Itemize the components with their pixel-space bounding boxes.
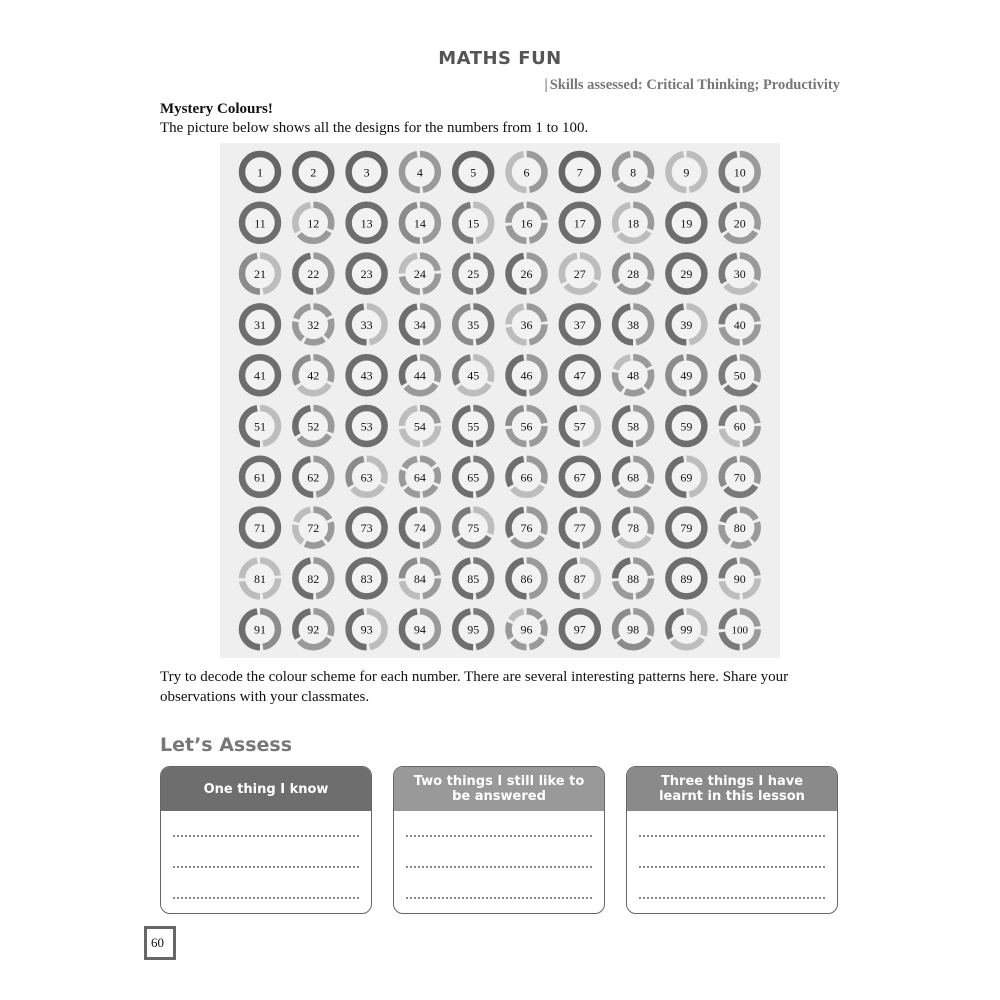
assess-card-header: Two things I still like to be answered bbox=[394, 767, 604, 811]
number-design bbox=[242, 154, 278, 190]
skills-assessed: | Skills assessed: Critical Thinking; Productivity bbox=[544, 77, 840, 93]
dotted-line bbox=[639, 825, 825, 837]
number-label: 27 bbox=[573, 267, 586, 282]
number-design bbox=[615, 154, 651, 190]
assess-title: Let’s Assess bbox=[160, 734, 293, 756]
number-label: 28 bbox=[627, 267, 640, 282]
number-design bbox=[455, 357, 491, 393]
number-label: 83 bbox=[360, 571, 373, 586]
number-label: 69 bbox=[680, 470, 693, 485]
number-label: 32 bbox=[307, 317, 320, 332]
number-design bbox=[242, 256, 278, 292]
abacus-bottom-bar bbox=[144, 957, 176, 960]
number-design bbox=[349, 256, 385, 292]
number-label: 71 bbox=[254, 521, 266, 536]
number-design bbox=[295, 205, 331, 241]
number-label: 1 bbox=[257, 165, 263, 180]
number-design bbox=[615, 357, 651, 393]
number-label: 70 bbox=[733, 470, 746, 485]
number-design bbox=[668, 459, 704, 495]
number-design bbox=[295, 306, 331, 342]
dotted-line bbox=[173, 856, 359, 868]
number-label: 79 bbox=[680, 521, 693, 536]
number-label: 36 bbox=[520, 317, 533, 332]
number-design bbox=[509, 408, 545, 444]
number-label: 5 bbox=[470, 165, 477, 180]
number-design bbox=[295, 357, 331, 393]
number-label: 84 bbox=[413, 571, 426, 586]
number-label: 30 bbox=[733, 267, 746, 282]
number-design bbox=[562, 154, 598, 190]
number-label: 59 bbox=[680, 419, 693, 434]
number-label: 88 bbox=[627, 571, 640, 586]
number-label: 95 bbox=[467, 622, 480, 637]
number-label: 38 bbox=[627, 317, 640, 332]
number-label: 52 bbox=[307, 419, 320, 434]
number-label: 13 bbox=[360, 216, 373, 231]
number-design bbox=[668, 408, 704, 444]
number-label: 100 bbox=[731, 624, 748, 637]
number-label: 60 bbox=[733, 419, 746, 434]
number-label: 99 bbox=[680, 622, 693, 637]
page-number-badge bbox=[144, 926, 176, 960]
number-design bbox=[455, 306, 491, 342]
number-design bbox=[562, 306, 598, 342]
number-label: 62 bbox=[307, 470, 320, 485]
number-design bbox=[668, 306, 704, 342]
number-label: 94 bbox=[413, 622, 426, 637]
number-design bbox=[509, 154, 545, 190]
dotted-line bbox=[173, 887, 359, 899]
number-design bbox=[615, 560, 651, 596]
number-design bbox=[509, 611, 545, 647]
number-design bbox=[562, 205, 598, 241]
answer-lines[interactable] bbox=[161, 811, 371, 899]
number-label: 35 bbox=[467, 317, 480, 332]
number-label: 50 bbox=[733, 368, 746, 383]
number-design bbox=[615, 205, 651, 241]
number-label: 17 bbox=[573, 216, 586, 231]
number-label: 53 bbox=[360, 419, 373, 434]
number-label: 51 bbox=[254, 419, 266, 434]
number-label: 29 bbox=[680, 267, 693, 282]
page-title: MATHS FUN bbox=[438, 48, 562, 69]
dotted-line bbox=[406, 856, 592, 868]
number-design bbox=[402, 408, 438, 444]
number-label: 93 bbox=[360, 622, 373, 637]
number-design bbox=[615, 611, 651, 647]
number-label: 47 bbox=[573, 368, 586, 383]
number-design bbox=[402, 154, 438, 190]
number-label: 65 bbox=[467, 470, 480, 485]
number-design bbox=[295, 459, 331, 495]
skills-text: Skills assessed: Critical Thinking; Productivity bbox=[549, 77, 840, 93]
number-design bbox=[509, 256, 545, 292]
number-design bbox=[402, 357, 438, 393]
number-label: 61 bbox=[254, 470, 266, 485]
number-label: 22 bbox=[307, 267, 320, 282]
number-design bbox=[509, 510, 545, 546]
number-label: 23 bbox=[360, 267, 373, 282]
number-label: 21 bbox=[254, 267, 266, 282]
number-label: 46 bbox=[520, 368, 533, 383]
number-label: 40 bbox=[733, 317, 746, 332]
number-design bbox=[295, 510, 331, 546]
number-label: 9 bbox=[683, 165, 690, 180]
number-label: 25 bbox=[467, 267, 480, 282]
number-design bbox=[615, 408, 651, 444]
number-label: 77 bbox=[573, 521, 586, 536]
number-label: 3 bbox=[363, 165, 370, 180]
number-label: 34 bbox=[413, 317, 426, 332]
answer-lines[interactable] bbox=[394, 811, 604, 899]
number-design bbox=[562, 256, 598, 292]
abacus-top-bar bbox=[144, 926, 176, 929]
number-label: 89 bbox=[680, 571, 693, 586]
number-label: 43 bbox=[360, 368, 373, 383]
dotted-line bbox=[173, 825, 359, 837]
number-label: 57 bbox=[573, 419, 586, 434]
number-label: 80 bbox=[733, 521, 746, 536]
number-design bbox=[349, 205, 385, 241]
number-design bbox=[668, 256, 704, 292]
number-design bbox=[349, 459, 385, 495]
number-label: 58 bbox=[627, 419, 640, 434]
number-label: 48 bbox=[627, 368, 640, 383]
number-design bbox=[562, 560, 598, 596]
number-design bbox=[562, 611, 598, 647]
number-label: 87 bbox=[573, 571, 586, 586]
number-label: 75 bbox=[467, 521, 480, 536]
number-design bbox=[455, 459, 491, 495]
number-design bbox=[668, 560, 704, 596]
number-label: 64 bbox=[413, 470, 426, 485]
number-design bbox=[242, 408, 278, 444]
number-label: 37 bbox=[573, 317, 586, 332]
dotted-line bbox=[406, 887, 592, 899]
number-label: 66 bbox=[520, 470, 533, 485]
number-design bbox=[295, 154, 331, 190]
number-label: 85 bbox=[467, 571, 480, 586]
number-label: 63 bbox=[360, 470, 373, 485]
number-design bbox=[242, 560, 278, 596]
number-label: 67 bbox=[573, 470, 586, 485]
number-label: 91 bbox=[254, 622, 266, 637]
number-label: 78 bbox=[627, 521, 640, 536]
number-label: 24 bbox=[413, 267, 426, 282]
number-label: 86 bbox=[520, 571, 533, 586]
number-design bbox=[668, 154, 704, 190]
number-design bbox=[295, 408, 331, 444]
number-label: 55 bbox=[467, 419, 480, 434]
number-design bbox=[722, 306, 758, 342]
number-label: 39 bbox=[680, 317, 693, 332]
assess-card-header: One thing I know bbox=[161, 767, 371, 811]
number-design bbox=[722, 357, 758, 393]
number-label: 74 bbox=[413, 521, 426, 536]
dotted-line bbox=[639, 856, 825, 868]
number-design bbox=[402, 560, 438, 596]
number-design bbox=[455, 408, 491, 444]
number-label: 45 bbox=[467, 368, 480, 383]
number-design bbox=[562, 510, 598, 546]
number-design bbox=[295, 611, 331, 647]
number-label: 98 bbox=[627, 622, 640, 637]
number-design bbox=[349, 357, 385, 393]
number-design bbox=[455, 510, 491, 546]
number-label: 76 bbox=[520, 521, 533, 536]
number-design bbox=[455, 154, 491, 190]
number-design bbox=[349, 154, 385, 190]
number-label: 68 bbox=[627, 470, 640, 485]
number-design bbox=[349, 560, 385, 596]
number-label: 14 bbox=[413, 216, 426, 231]
number-design bbox=[455, 611, 491, 647]
number-label: 11 bbox=[254, 216, 266, 231]
number-design bbox=[509, 306, 545, 342]
number-label: 92 bbox=[307, 622, 320, 637]
number-design bbox=[668, 205, 704, 241]
number-label: 54 bbox=[413, 419, 426, 434]
dotted-line bbox=[639, 887, 825, 899]
number-design bbox=[295, 256, 331, 292]
number-design bbox=[402, 611, 438, 647]
number-label: 72 bbox=[307, 521, 320, 536]
number-design bbox=[242, 205, 278, 241]
abacus-right-bar bbox=[173, 926, 176, 960]
assess-card-header: Three things I have learnt in this lesson bbox=[627, 767, 837, 811]
number-label: 41 bbox=[254, 368, 266, 383]
number-label: 33 bbox=[360, 317, 373, 332]
decode-instructions: Try to decode the colour scheme for each number. There are several interesting patterns here. Share your observations with your classmates. bbox=[160, 669, 789, 705]
assess-card-1 bbox=[160, 766, 372, 914]
number-label: 49 bbox=[680, 368, 693, 383]
number-design bbox=[615, 306, 651, 342]
assess-card-3 bbox=[626, 766, 838, 914]
number-design bbox=[455, 560, 491, 596]
number-design bbox=[349, 510, 385, 546]
number-design bbox=[615, 256, 651, 292]
number-design-grid bbox=[220, 143, 780, 658]
number-label: 96 bbox=[520, 622, 533, 637]
number-design bbox=[722, 154, 758, 190]
number-design bbox=[242, 459, 278, 495]
number-design bbox=[722, 408, 758, 444]
number-design bbox=[402, 306, 438, 342]
intro-text: The picture below shows all the designs for the numbers from 1 to 100. bbox=[160, 120, 589, 136]
abacus-left-bar bbox=[144, 926, 147, 960]
number-design bbox=[295, 560, 331, 596]
number-design bbox=[509, 205, 545, 241]
answer-lines[interactable] bbox=[627, 811, 837, 899]
number-label: 7 bbox=[576, 165, 583, 180]
number-label: 10 bbox=[733, 165, 746, 180]
number-design bbox=[722, 256, 758, 292]
number-label: 19 bbox=[680, 216, 693, 231]
number-label: 97 bbox=[573, 622, 586, 637]
number-design bbox=[402, 510, 438, 546]
number-design bbox=[562, 459, 598, 495]
section-heading: Mystery Colours! bbox=[160, 101, 273, 117]
number-design bbox=[722, 205, 758, 241]
number-label: 81 bbox=[254, 571, 266, 586]
page-number: 60 bbox=[151, 935, 164, 950]
number-design bbox=[668, 510, 704, 546]
number-design bbox=[349, 611, 385, 647]
number-label: 90 bbox=[733, 571, 746, 586]
number-design bbox=[562, 357, 598, 393]
number-label: 82 bbox=[307, 571, 320, 586]
number-label: 42 bbox=[307, 368, 320, 383]
number-design bbox=[402, 205, 438, 241]
number-design bbox=[242, 357, 278, 393]
number-design bbox=[722, 459, 758, 495]
dotted-line bbox=[406, 825, 592, 837]
number-label: 12 bbox=[307, 216, 320, 231]
number-label: 31 bbox=[254, 317, 266, 332]
number-label: 4 bbox=[416, 165, 423, 180]
number-label: 6 bbox=[523, 165, 530, 180]
number-design bbox=[349, 306, 385, 342]
number-design bbox=[668, 611, 704, 647]
number-design bbox=[562, 408, 598, 444]
number-design bbox=[722, 510, 758, 546]
number-design bbox=[242, 510, 278, 546]
number-design bbox=[455, 205, 491, 241]
number-design bbox=[509, 459, 545, 495]
assess-card-2 bbox=[393, 766, 605, 914]
number-label: 16 bbox=[520, 216, 533, 231]
number-label: 2 bbox=[310, 165, 317, 180]
number-label: 73 bbox=[360, 521, 373, 536]
number-label: 15 bbox=[467, 216, 480, 231]
number-label: 8 bbox=[630, 165, 637, 180]
number-label: 44 bbox=[413, 368, 426, 383]
number-design bbox=[349, 408, 385, 444]
number-design bbox=[615, 510, 651, 546]
number-label: 26 bbox=[520, 267, 533, 282]
number-circles bbox=[220, 143, 780, 658]
number-design bbox=[242, 306, 278, 342]
number-design bbox=[402, 256, 438, 292]
number-design bbox=[668, 357, 704, 393]
number-design bbox=[509, 560, 545, 596]
number-design bbox=[509, 357, 545, 393]
number-design bbox=[722, 560, 758, 596]
number-design bbox=[402, 459, 438, 495]
number-label: 20 bbox=[733, 216, 746, 231]
number-label: 18 bbox=[627, 216, 640, 231]
number-design bbox=[615, 459, 651, 495]
number-design bbox=[722, 611, 758, 647]
number-design bbox=[455, 256, 491, 292]
number-design bbox=[242, 611, 278, 647]
number-label: 56 bbox=[520, 419, 533, 434]
